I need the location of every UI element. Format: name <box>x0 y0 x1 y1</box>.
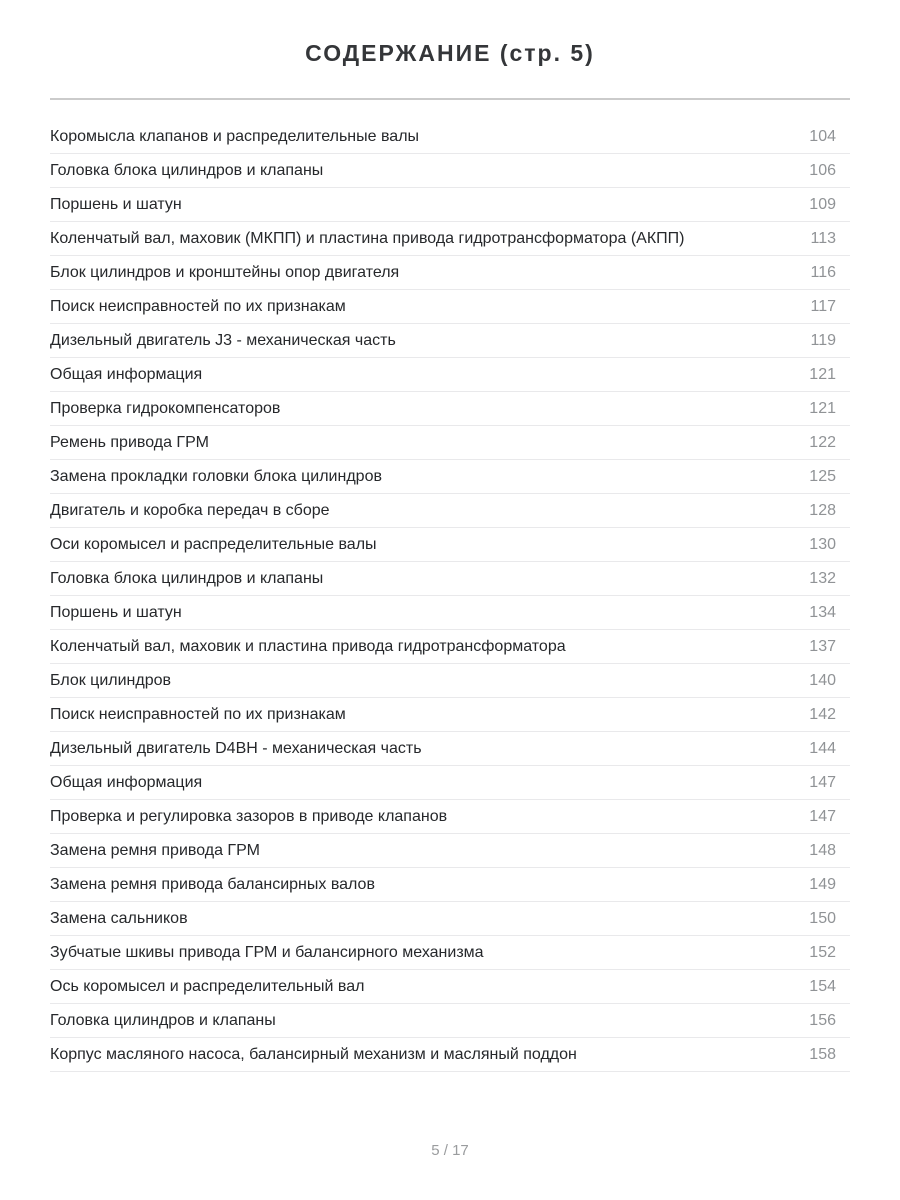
toc-row[interactable] <box>50 222 850 256</box>
toc-row[interactable] <box>50 970 850 1004</box>
toc-item-label: Поиск неисправностей по их признакам <box>50 705 346 723</box>
toc-row[interactable] <box>50 460 850 494</box>
toc-item-page: 121 <box>809 399 836 417</box>
toc-item-page: 125 <box>809 467 836 485</box>
toc-item-page: 150 <box>809 909 836 927</box>
toc-item-label: Общая информация <box>50 365 203 383</box>
toc-item-label: Поршень и шатун <box>50 603 182 621</box>
toc-item-page: 130 <box>809 535 836 553</box>
toc-item-label: Оси коромысел и распределительные валы <box>50 535 377 553</box>
toc-item-label: Блок цилиндров и кронштейны опор двигателя <box>50 263 400 281</box>
toc-row[interactable] <box>50 290 850 324</box>
toc-item-label: Зубчатые шкивы привода ГРМ и балансирного механизма <box>50 943 484 961</box>
toc-item-label: Поиск неисправностей по их признакам <box>50 297 346 315</box>
toc-item-page: 158 <box>809 1045 836 1063</box>
toc-row[interactable] <box>50 256 850 290</box>
toc-row[interactable] <box>50 154 850 188</box>
toc-item-page: 109 <box>809 195 836 213</box>
toc-item-page: 121 <box>809 365 836 383</box>
toc-item-label: Корпус масляного насоса, балансирный механизм и масляный поддон <box>50 1045 577 1063</box>
toc-item-page: 128 <box>809 501 836 519</box>
toc-row[interactable] <box>50 120 850 154</box>
toc-item-label: Двигатель и коробка передач в сборе <box>50 501 330 519</box>
toc-row[interactable] <box>50 188 850 222</box>
toc-row[interactable] <box>50 902 850 936</box>
page-footer <box>0 1142 900 1159</box>
toc-item-page: 117 <box>810 297 836 315</box>
toc-item-page: 142 <box>809 705 836 723</box>
toc-item-page: 147 <box>809 807 836 825</box>
page-title: СОДЕРЖАНИЕ (стр. 5) <box>305 40 595 66</box>
toc-item-label: Дизельный двигатель D4BH - механическая часть <box>50 739 422 757</box>
toc-row[interactable] <box>50 1038 850 1072</box>
toc-row[interactable] <box>50 358 850 392</box>
toc-list <box>50 120 850 1072</box>
toc-item-page: 113 <box>810 229 836 247</box>
toc-item-label: Коленчатый вал, маховик и пластина привода гидротрансформатора <box>50 637 566 655</box>
toc-item-page: 147 <box>809 773 836 791</box>
toc-item-page: 148 <box>809 841 836 859</box>
toc-row[interactable] <box>50 868 850 902</box>
toc-row[interactable] <box>50 766 850 800</box>
toc-item-page: 119 <box>810 331 836 349</box>
toc-item-page: 149 <box>809 875 836 893</box>
toc-item-label: Коленчатый вал, маховик (МКПП) и пластина привода гидротрансформатора (АКПП) <box>50 229 685 247</box>
toc-row[interactable] <box>50 1004 850 1038</box>
toc-item-label: Поршень и шатун <box>50 195 182 213</box>
toc-item-label: Общая информация <box>50 773 203 791</box>
toc-item-page: 104 <box>809 127 836 145</box>
toc-item-page: 156 <box>809 1011 836 1029</box>
toc-item-label: Замена ремня привода ГРМ <box>50 841 260 859</box>
toc-item-label: Головка блока цилиндров и клапаны <box>50 161 324 179</box>
toc-item-page: 144 <box>809 739 836 757</box>
toc-item-label: Головка блока цилиндров и клапаны <box>50 569 324 587</box>
toc-row[interactable] <box>50 392 850 426</box>
toc-item-page: 140 <box>809 671 836 689</box>
toc-item-page: 132 <box>809 569 836 587</box>
toc-item-label: Проверка гидрокомпенсаторов <box>50 399 281 417</box>
toc-row[interactable] <box>50 426 850 460</box>
toc-row[interactable] <box>50 664 850 698</box>
toc-row[interactable] <box>50 528 850 562</box>
toc-row[interactable] <box>50 800 850 834</box>
toc-row[interactable] <box>50 936 850 970</box>
toc-row[interactable] <box>50 834 850 868</box>
toc-item-label: Замена прокладки головки блока цилиндров <box>50 467 382 485</box>
toc-item-page: 154 <box>809 977 836 995</box>
toc-item-label: Дизельный двигатель J3 - механическая часть <box>50 331 396 349</box>
toc-item-label: Головка цилиндров и клапаны <box>50 1011 276 1029</box>
toc-item-page: 137 <box>809 637 836 655</box>
toc-row[interactable] <box>50 562 850 596</box>
toc-row[interactable] <box>50 494 850 528</box>
toc-row[interactable] <box>50 324 850 358</box>
toc-item-label: Коромысла клапанов и распределительные валы <box>50 127 420 145</box>
title-divider <box>50 98 850 100</box>
toc-item-page: 106 <box>809 161 836 179</box>
toc-item-page: 152 <box>809 943 836 961</box>
toc-item-label: Замена ремня привода балансирных валов <box>50 875 375 893</box>
toc-item-label: Ось коромысел и распределительный вал <box>50 977 365 995</box>
toc-row[interactable] <box>50 596 850 630</box>
page-indicator: 5 / 17 <box>431 1142 469 1159</box>
toc-item-label: Ремень привода ГРМ <box>50 433 209 451</box>
toc-row[interactable] <box>50 698 850 732</box>
toc-item-page: 116 <box>810 263 836 281</box>
toc-item-page: 134 <box>809 603 836 621</box>
toc-row[interactable] <box>50 630 850 664</box>
toc-item-label: Блок цилиндров <box>50 671 172 689</box>
toc-row[interactable] <box>50 732 850 766</box>
toc-item-label: Проверка и регулировка зазоров в приводе клапанов <box>50 807 448 825</box>
toc-item-page: 122 <box>809 433 836 451</box>
toc-item-label: Замена сальников <box>50 909 188 927</box>
